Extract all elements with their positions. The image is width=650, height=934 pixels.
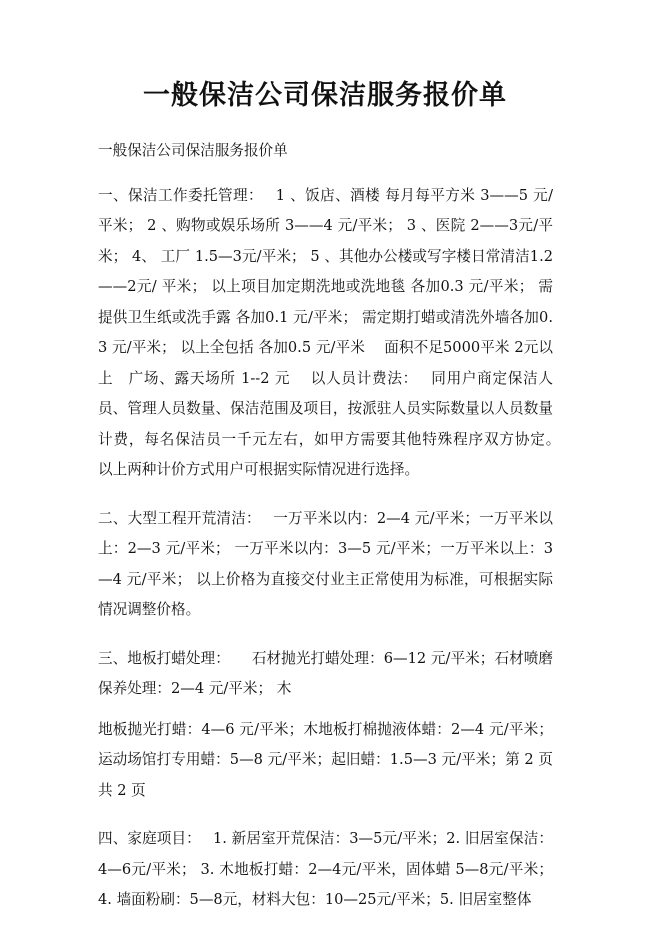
- document-body: [98, 136, 573, 934]
- section-2-paragraph: 二、大型工程开荒清洁： 一万平米以内：2—4 元/平米；一万平米以上：2—3 元/平米； 一万平米以内：3—5 元/平米；一万平米以上：3—4 元/平米； 以上价格为直接交付业主正常使用为标准，可根据实际情况调整价格。: [98, 509, 553, 618]
- subtitle-paragraph: 一般保洁公司保洁服务报价单: [98, 142, 288, 159]
- section-3-continued-paragraph: 地板抛光打蜡：4—6 元/平米；木地板打棉抛液体蜡：2—4 元/平米；运动场馆打专用蜡：5—8 元/平米；起旧蜡：1.5—3 元/平米；第 2 页 共 2 页: [98, 720, 553, 799]
- section-1-paragraph: 一、保洁工作委托管理： 1 、饭店、酒楼 每月每平方米 3——5 元/平米； 2 、购物或娱乐场所 3——4 元/平米； 3 、医院 2——3元/平米； 4、 工厂 1.5—3元/平米； 5 、其他办公楼或写字楼日常清洁1.2 ——2元/ 平米； 以上项目加定期洗地或洗地毯 各加0.3 元/平米； 需提供卫生纸或洗手露 各加0.1 元/平米； 需定期打蜡或清洗外墙各加0.3 元/平米； 以上全包括 各加0.5 元/平米 面积不足5000平米 2元以上 广场、露天场所 1--2 元 以人员计费法： 同用户商定保洁人员、管理人员数量、保洁范围及项目，按派驻人员实际数量以人员数量计费，每名保洁员一千元左右，如甲方需要其他特殊程序双方协定。 以上两种计价方式用户可根据实际情况进行选择。: [98, 186, 573, 478]
- section-4-paragraph: 四、家庭项目： 1. 新居室开荒保洁：3—5元/平米；2. 旧居室保洁：4—6元/平米； 3. 木地板打蜡：2—4元/平米，固体蜡 5—8元/平米；4. 墙面粉刷：5—8元，材料大包：10—25元/平米；5. 旧居室整体: [98, 830, 553, 908]
- document-title: 一般保洁公司保洁服务报价单: [143, 80, 507, 111]
- section-3-paragraph: 三、地板打蜡处理： 石材抛光打蜡处理：6—12 元/平米；石材喷磨保养处理：2—4 元/平米； 木: [98, 649, 553, 697]
